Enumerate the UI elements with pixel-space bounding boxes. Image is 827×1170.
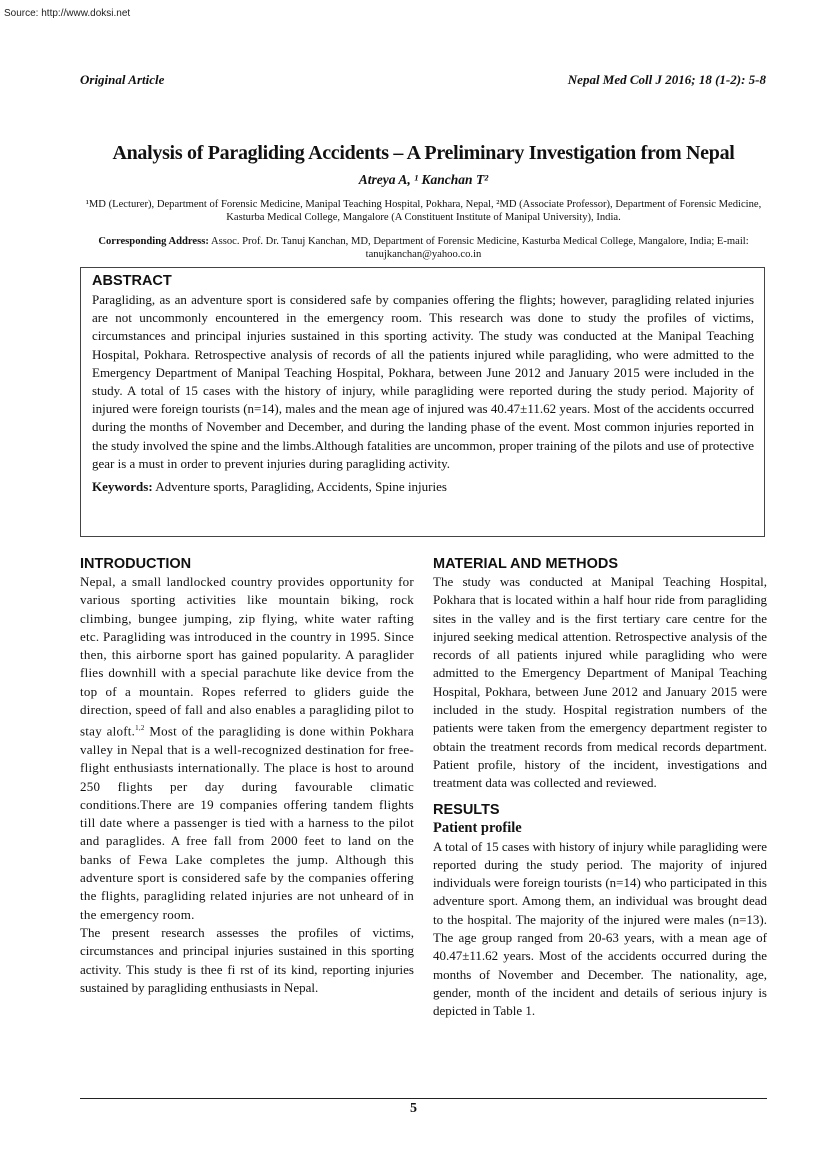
abstract-text: Paragliding, as an adventure sport is considered safe by companies offering the flights; however, paragliding related injuries are not uncommonly encountered in the emergency room. This research was done to study the profiles of victims, circumstances and principal injuries sustained in this sporting activity. The study was conducted at the Manipal Teaching Hospital, Pokhara. Retrospective analysis of records of all the patients injured while paragliding, who were admitted to the Emergency Department of Manipal Teaching Hospital, Pokhara, between June 2012 and January 2015 were included in the study. A total of 15 cases with the history of injury, while paragliding were reported during the study period. Majority of injured were foreign tourists (n=14), males and the mean age of injured was 40.47±11.62 years. Most of the accidents occurred during the months of November and December, and during the landing phase of the event. Most common injuries reported in the study involved the spine and the limbs.Although fatalities are uncommon, proper training of the pilots and use of protective gear is a must in order to prevent injuries during paragliding activity.	[92, 292, 754, 471]
left-column	[80, 556, 414, 997]
corresponding-text: Assoc. Prof. Dr. Tanuj Kanchan, MD, Department of Forensic Medicine, Kasturba Medical College, Mangalore, India; E-mail: tanujkanchan@yahoo.co.in	[208, 236, 749, 260]
corresponding-label: Corresponding Address:	[98, 236, 209, 247]
keywords-text: Adventure sports, Paragliding, Accidents, Spine injuries	[152, 479, 447, 495]
article-type: Original Article	[80, 72, 165, 87]
keywords	[92, 479, 754, 495]
introduction-text-b: Most of the paragliding is done within Pokhara valley in Nepal that is a well-recognized destination for free-flight enthusiasts internationally. The place is host to around 250 flights per day during favourable climatic conditions.There are 19 companies offering tandem flights till date where a passenger is tied with a harness to the pilot and paraglides. A free fall from 2000 feet to land on the banks of Fewa Lake completes the jump. Although this adventure sport is considered safe by the companies offering the flights, paragliding related injuries are not unheard of in the emergency room.	[80, 723, 414, 922]
right-column	[433, 556, 767, 1021]
source-url: Source: http://www.doksi.net	[4, 8, 131, 19]
introduction-paragraph-2: The present research assesses the profiles of victims, circumstances and principal injuries sustained in this sporting activity. This study is thee fi rst of its kind, reporting injuries sustained by paragliding enthusiasts in Nepal.	[80, 924, 414, 995]
affiliations: ¹MD (Lecturer), Department of Forensic Medicine, Manipal Teaching Hospital, Pokhara, Nepal, ²MD (Associate Professor), Department of Forensic Medicine, Kasturba Medical College, Mangalore (A Constituent Institute of Manipal University), India.	[85, 199, 762, 223]
journal-citation: Nepal Med Coll J 2016; 18 (1-2): 5-8	[567, 72, 766, 87]
patient-profile-heading: Patient profile	[433, 819, 522, 836]
corresponding-address	[80, 236, 767, 261]
results-heading: RESULTS	[433, 801, 500, 818]
authors: Atreya A, ¹ Kanchan T²	[358, 172, 489, 187]
introduction-heading: INTRODUCTION	[80, 556, 192, 572]
introduction-text-a: Nepal, a small landlocked country provides opportunity for various sporting activities like mountain biking, rock climbing, bungee jumping, zip flying, white water rafting etc. Paragliding was introduced in the country in 1995. Since then, this airborne sport has gained popularity. A paraglider flies downhill with a special parachute like device from the top of a mountain. Ropes referred to gliders guide the direction, speed of fall and also enables a paragliding pilot to stay aloft.	[80, 574, 414, 739]
abstract-box	[80, 267, 765, 537]
keywords-label: Keywords:	[92, 479, 153, 495]
citation-ref: 1,2	[135, 724, 145, 733]
introduction-paragraph-1	[80, 573, 414, 924]
abstract-heading: ABSTRACT	[92, 273, 172, 289]
paper-title: Analysis of Paragliding Accidents – A Preliminary Investigation from Nepal	[112, 142, 735, 164]
methods-heading: MATERIAL AND METHODS	[433, 556, 619, 572]
methods-text: The study was conducted at Manipal Teaching Hospital, Pokhara that is located within a half hour ride from paragliding sites in the valley and is the first tertiary care centre for the injured seeking medical attention. Retrospective analysis of the records of all patients injured while paragliding who were admitted to the Emergency Department of Manipal Teaching Hospital, Pokhara, between June 2012 and January 2015 were included in the study. Hospital registration numbers of the patients were taken from the emergency department register to obtain the treatment records from medical records department. Patient profile, history of the incident, investigations and treatment data was collected and reviewed.	[433, 574, 767, 791]
footer-divider	[80, 1098, 767, 1099]
page-number: 5	[410, 1101, 417, 1116]
results-text: A total of 15 cases with history of injury while paragliding were reported during the study period. The majority of injured individuals were foreign tourists (n=14) who participated in this adventure sport. Among them, an individual was brought dead to the hospital. The majority of the injured were males (n=13). The age group ranged from 20-63 years, with a mean age of 40.47±11.62 years. Most of the accidents occurred during the months of November and December. The nationality, age, gender, month of the incident and details of serious injury is depicted in Table 1.	[433, 838, 767, 1019]
